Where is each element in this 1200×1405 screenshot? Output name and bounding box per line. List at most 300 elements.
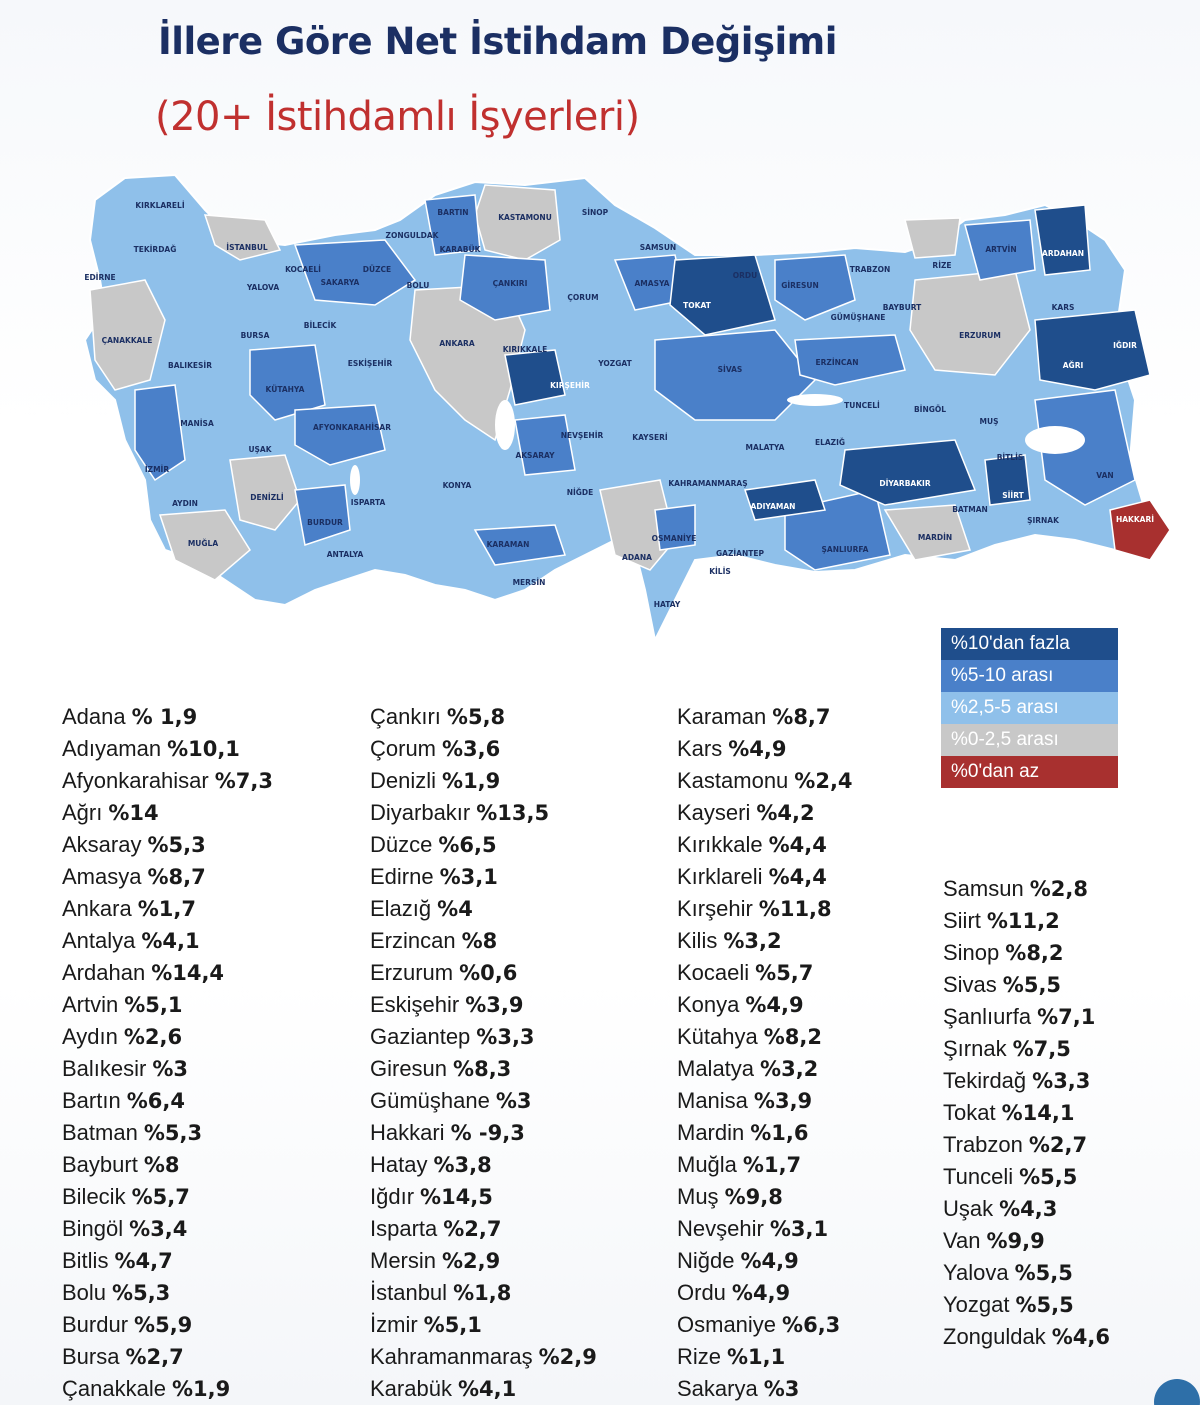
map-label: KIRŞEHİR — [550, 381, 590, 390]
province-name: Kars — [677, 736, 723, 761]
province-value: %4,9 — [740, 1249, 799, 1273]
province-row — [62, 829, 273, 861]
province-row — [62, 957, 273, 989]
region-kirsehir — [505, 350, 565, 405]
province-row — [370, 797, 597, 829]
province-row — [943, 1065, 1110, 1097]
map-label: BAYBURT — [882, 303, 922, 312]
province-value: %4,1 — [457, 1377, 517, 1401]
province-value: %9,9 — [986, 1229, 1045, 1253]
province-value: %4,1 — [141, 929, 200, 953]
province-name: Çanakkale — [62, 1376, 166, 1401]
province-row — [677, 989, 853, 1021]
province-name: Şırnak — [943, 1036, 1007, 1061]
map-label: IĞDIR — [1113, 341, 1137, 350]
province-value: %1,7 — [742, 1153, 802, 1177]
province-row — [62, 1053, 273, 1085]
province-row — [677, 1181, 853, 1213]
map-label: DİYARBAKIR — [879, 479, 931, 488]
province-value: %2,6 — [123, 1025, 183, 1049]
map-label: SİNOP — [581, 208, 609, 217]
province-name: Giresun — [370, 1056, 448, 1081]
province-row — [677, 797, 853, 829]
map-label: HATAY — [653, 600, 681, 609]
province-column-4 — [943, 873, 1110, 1353]
map-label: ERZURUM — [959, 331, 1001, 340]
map-label: GÜMÜŞHANE — [830, 313, 886, 322]
map-label: BALIKESİR — [168, 361, 212, 370]
province-row — [370, 733, 597, 765]
province-value: %3,2 — [723, 929, 782, 953]
province-value: %14,5 — [420, 1185, 493, 1209]
province-name: Aydın — [62, 1024, 118, 1049]
province-value: %1,8 — [453, 1281, 512, 1305]
province-row — [62, 1021, 273, 1053]
province-name: Diyarbakır — [370, 800, 471, 825]
province-name: Kırşehir — [677, 896, 753, 921]
province-row — [62, 1277, 273, 1309]
province-row — [677, 733, 853, 765]
map-label: ÇANAKKALE — [101, 336, 153, 345]
map-label: BARTIN — [437, 208, 469, 217]
province-name: Denizli — [370, 768, 437, 793]
province-row — [370, 765, 597, 797]
map-label: RİZE — [932, 261, 952, 270]
province-value: %8,3 — [453, 1057, 512, 1081]
province-row — [62, 797, 273, 829]
map-label: KAHRAMANMARAŞ — [668, 479, 748, 488]
province-value: %3,9 — [753, 1089, 813, 1113]
province-name: Muğla — [677, 1152, 737, 1177]
province-name: Samsun — [943, 876, 1024, 901]
province-value: %5,9 — [134, 1313, 193, 1337]
region-rize — [905, 218, 960, 258]
map-label: ANKARA — [439, 339, 475, 348]
map-label: ARDAHAN — [1042, 249, 1084, 258]
map-label: GAZİANTEP — [715, 549, 765, 558]
province-name: Zonguldak — [943, 1324, 1046, 1349]
province-value: %6,3 — [782, 1313, 841, 1337]
corner-decoration — [1154, 1379, 1200, 1405]
province-value: %4,4 — [768, 833, 827, 857]
map-label: MARDİN — [917, 533, 953, 542]
province-value: %3 — [495, 1089, 532, 1113]
turkey-map — [55, 160, 1185, 660]
map-label: ŞIRNAK — [1027, 516, 1059, 525]
province-row — [370, 1373, 597, 1405]
province-row — [677, 701, 853, 733]
province-name: Karabük — [370, 1376, 452, 1401]
map-label: İSTANBUL — [226, 243, 268, 252]
province-value: %3,2 — [760, 1057, 819, 1081]
page-title: İllere Göre Net İstihdam Değişimi — [158, 20, 837, 63]
page-subtitle: (20+ İstihdamlı İşyerleri) — [155, 94, 640, 140]
map-label: ZONGULDAK — [385, 231, 439, 240]
province-value: %3,1 — [439, 865, 498, 889]
province-row — [370, 1213, 597, 1245]
legend — [941, 628, 1118, 788]
province-name: Adıyaman — [62, 736, 162, 761]
province-row — [370, 1341, 597, 1373]
province-value: %7,1 — [1037, 1005, 1096, 1029]
province-name: Ardahan — [62, 960, 146, 985]
map-label: ÇORUM — [567, 293, 599, 302]
province-row — [62, 733, 273, 765]
map-label: KARABÜK — [439, 245, 481, 254]
province-value: %13,5 — [476, 801, 550, 825]
map-label: BİLECİK — [303, 321, 337, 330]
province-name: Çorum — [370, 736, 437, 761]
province-value: %4,9 — [728, 737, 787, 761]
province-name: Elazığ — [370, 896, 432, 921]
province-row — [370, 957, 597, 989]
province-value: %1,7 — [137, 897, 196, 921]
province-name: Siirt — [943, 908, 981, 933]
province-row — [370, 1277, 597, 1309]
province-row — [677, 1053, 853, 1085]
map-label: MALATYA — [745, 443, 785, 452]
province-value: %4,6 — [1051, 1325, 1110, 1349]
province-row — [62, 893, 273, 925]
province-value: %5,5 — [1002, 973, 1062, 997]
province-value: %11,2 — [986, 909, 1060, 933]
province-value: %1,9 — [442, 769, 501, 793]
province-row — [370, 701, 597, 733]
map-label: OSMANİYE — [651, 534, 697, 543]
map-label: KIRKLARELİ — [135, 201, 185, 210]
province-value: %5,1 — [124, 993, 183, 1017]
lake-keban — [787, 394, 843, 406]
province-value: %11,8 — [758, 897, 832, 921]
province-value: %5,3 — [147, 833, 206, 857]
province-row — [677, 893, 853, 925]
province-row — [677, 1245, 853, 1277]
province-row — [62, 1341, 273, 1373]
province-name: Tokat — [943, 1100, 996, 1125]
province-row — [370, 893, 597, 925]
map-label: KİLİS — [709, 567, 731, 576]
province-row — [943, 1193, 1110, 1225]
province-name: Kırklareli — [677, 864, 763, 889]
province-value: %3 — [763, 1377, 800, 1401]
province-row — [62, 1149, 273, 1181]
province-value: %4,2 — [756, 801, 815, 825]
map-label: TRABZON — [849, 265, 891, 274]
province-value: %8,2 — [1005, 941, 1064, 965]
province-value: %3,9 — [465, 993, 524, 1017]
province-value: %4,3 — [999, 1197, 1058, 1221]
legend-item: %2,5-5 arası — [941, 692, 1118, 724]
map-label: BURSA — [240, 331, 270, 340]
map-label: DENİZLİ — [250, 493, 284, 502]
province-column-1 — [62, 701, 273, 1405]
province-value: %3 — [152, 1057, 189, 1081]
province-value: % 1,9 — [131, 705, 198, 729]
province-row — [943, 1289, 1110, 1321]
map-label: KARS — [1051, 303, 1075, 312]
province-value: %5,1 — [423, 1313, 482, 1337]
province-row — [943, 969, 1110, 1001]
region-aksaray — [515, 415, 575, 475]
map-label: TOKAT — [683, 301, 711, 310]
province-row — [677, 829, 853, 861]
map-label: SİİRT — [1002, 491, 1024, 500]
province-value: %5,3 — [112, 1281, 171, 1305]
province-row — [943, 905, 1110, 937]
map-label: BİTLİS — [996, 453, 1024, 462]
province-row — [677, 1277, 853, 1309]
province-row — [370, 829, 597, 861]
map-label: KASTAMONU — [498, 213, 552, 222]
province-row — [62, 1373, 273, 1405]
province-name: Bitlis — [62, 1248, 109, 1273]
map-label: NİĞDE — [566, 488, 594, 497]
province-name: Konya — [677, 992, 740, 1017]
province-name: Yalova — [943, 1260, 1009, 1285]
province-row — [677, 1149, 853, 1181]
province-name: Karaman — [677, 704, 767, 729]
map-label: AFYONKARAHİSAR — [313, 423, 391, 432]
province-name: Mardin — [677, 1120, 745, 1145]
province-value: %9,8 — [724, 1185, 783, 1209]
province-row — [943, 1257, 1110, 1289]
province-row — [62, 861, 273, 893]
province-name: Malatya — [677, 1056, 755, 1081]
province-name: Van — [943, 1228, 981, 1253]
map-label: KIRIKKALE — [502, 345, 548, 354]
map-label: İZMİR — [144, 465, 170, 474]
province-row — [62, 701, 273, 733]
province-name: Osmaniye — [677, 1312, 777, 1337]
province-row — [370, 925, 597, 957]
province-row — [943, 1225, 1110, 1257]
province-value: %8,7 — [147, 865, 206, 889]
map-label: KOCAELİ — [285, 265, 321, 274]
province-name: Aksaray — [62, 832, 142, 857]
province-name: Ordu — [677, 1280, 726, 1305]
province-name: Bartın — [62, 1088, 121, 1113]
map-label: KÜTAHYA — [265, 385, 305, 394]
province-name: Çankırı — [370, 704, 441, 729]
map-label: SAKARYA — [320, 278, 360, 287]
map-label: AĞRI — [1062, 361, 1084, 370]
province-value: %3,3 — [476, 1025, 535, 1049]
province-value: %3,1 — [769, 1217, 829, 1241]
province-name: Antalya — [62, 928, 136, 953]
province-value: %6,5 — [438, 833, 497, 857]
map-label: MUĞLA — [187, 539, 219, 548]
province-name: İzmir — [370, 1312, 418, 1337]
province-name: Edirne — [370, 864, 434, 889]
map-label: TEKİRDAĞ — [133, 245, 177, 254]
province-value: %4 — [437, 897, 473, 921]
province-row — [370, 1117, 597, 1149]
province-row — [677, 765, 853, 797]
province-row — [62, 1213, 273, 1245]
province-value: %14,4 — [151, 961, 225, 985]
province-row — [62, 1309, 273, 1341]
province-value: %0,6 — [459, 961, 518, 985]
legend-item: %0'dan az — [941, 756, 1118, 788]
map-label: AYDIN — [172, 499, 198, 508]
province-name: Kütahya — [677, 1024, 758, 1049]
province-name: Bursa — [62, 1344, 120, 1369]
province-name: İstanbul — [370, 1280, 448, 1305]
province-value: %2,4 — [794, 769, 853, 793]
province-row — [943, 1321, 1110, 1353]
province-row — [677, 925, 853, 957]
province-name: Nevşehir — [677, 1216, 764, 1241]
lake-egirdir — [350, 465, 360, 495]
province-row — [943, 1001, 1110, 1033]
map-label: ELAZIĞ — [814, 438, 846, 447]
province-name: Niğde — [677, 1248, 735, 1273]
map-label: AKSARAY — [515, 451, 555, 460]
province-name: Kilis — [677, 928, 718, 953]
province-name: Bingöl — [62, 1216, 124, 1241]
province-name: Afyonkarahisar — [62, 768, 209, 793]
province-value: %2,9 — [538, 1345, 597, 1369]
province-name: Hatay — [370, 1152, 428, 1177]
province-row — [370, 1149, 597, 1181]
map-label: BATMAN — [952, 505, 988, 514]
province-value: %5,5 — [1019, 1165, 1078, 1189]
province-name: Erzincan — [370, 928, 456, 953]
province-value: %5,8 — [446, 705, 506, 729]
map-label: DÜZCE — [362, 265, 392, 274]
province-name: Amasya — [62, 864, 142, 889]
province-name: Şanlıurfa — [943, 1004, 1032, 1029]
province-row — [943, 1097, 1110, 1129]
province-value: %2,8 — [1029, 877, 1088, 901]
province-value: %4,9 — [731, 1281, 791, 1305]
legend-item: %0-2,5 arası — [941, 724, 1118, 756]
province-row — [370, 861, 597, 893]
province-row — [62, 989, 273, 1021]
map-label: ADANA — [622, 553, 652, 562]
province-value: %1,6 — [750, 1121, 809, 1145]
province-value: %5,5 — [1015, 1293, 1074, 1317]
province-value: %5,7 — [755, 961, 814, 985]
map-label: YOZGAT — [598, 359, 632, 368]
province-value: %3,4 — [129, 1217, 188, 1241]
province-row — [370, 1245, 597, 1277]
province-name: Kırıkkale — [677, 832, 763, 857]
map-label: EDİRNE — [84, 273, 116, 282]
province-name: Ağrı — [62, 800, 103, 825]
map-label: AMASYA — [634, 279, 670, 288]
province-column-2 — [370, 701, 597, 1405]
province-value: %7,3 — [214, 769, 273, 793]
province-name: Sakarya — [677, 1376, 758, 1401]
province-row — [677, 1373, 853, 1405]
province-column-3 — [677, 701, 853, 1405]
map-label: ORDU — [732, 271, 758, 280]
province-row — [943, 1129, 1110, 1161]
region-hakkari — [1110, 500, 1170, 560]
province-value: %4,4 — [768, 865, 827, 889]
map-label: ADIYAMAN — [750, 502, 796, 511]
province-name: Kayseri — [677, 800, 751, 825]
province-value: %5,5 — [1014, 1261, 1073, 1285]
province-row — [62, 1117, 273, 1149]
province-value: %2,7 — [125, 1345, 184, 1369]
map-label: MANİSA — [180, 419, 214, 428]
map-label: KONYA — [442, 481, 472, 490]
province-name: Yozgat — [943, 1292, 1010, 1317]
province-row — [677, 1341, 853, 1373]
turkey-map-svg — [55, 160, 1185, 660]
province-value: %4,9 — [745, 993, 804, 1017]
map-label: ARTVİN — [985, 245, 1017, 254]
province-value: %8 — [143, 1153, 180, 1177]
province-name: Artvin — [62, 992, 119, 1017]
map-label: BİNGÖL — [913, 405, 947, 414]
province-name: Tunceli — [943, 1164, 1014, 1189]
province-value: %3,3 — [1032, 1069, 1091, 1093]
province-name: Erzurum — [370, 960, 454, 985]
legend-item: %5-10 arası — [941, 660, 1118, 692]
province-value: %8,2 — [763, 1025, 822, 1049]
province-name: Adana — [62, 704, 126, 729]
province-name: Rize — [677, 1344, 722, 1369]
province-name: Batman — [62, 1120, 138, 1145]
province-name: Manisa — [677, 1088, 748, 1113]
province-row — [62, 1181, 273, 1213]
province-row — [62, 925, 273, 957]
province-row — [62, 1245, 273, 1277]
province-row — [677, 1117, 853, 1149]
province-row — [943, 1161, 1110, 1193]
map-label: NEVŞEHİR — [560, 431, 604, 440]
province-row — [677, 1085, 853, 1117]
map-label: KARAMAN — [486, 540, 530, 549]
province-name: Isparta — [370, 1216, 438, 1241]
province-name: Sinop — [943, 940, 1000, 965]
province-row — [370, 1309, 597, 1341]
map-label: MERSİN — [512, 578, 546, 587]
province-name: Kahramanmaraş — [370, 1344, 533, 1369]
province-name: Burdur — [62, 1312, 129, 1337]
map-label: KAYSERİ — [632, 433, 668, 442]
province-name: Düzce — [370, 832, 433, 857]
province-value: %3,8 — [433, 1153, 492, 1177]
province-name: Mersin — [370, 1248, 437, 1273]
province-row — [943, 937, 1110, 969]
map-label: TUNCELİ — [844, 401, 880, 410]
region-ardahan — [1035, 205, 1090, 275]
region-igdir-agri — [1035, 310, 1150, 390]
province-name: Tekirdağ — [943, 1068, 1027, 1093]
province-name: Bilecik — [62, 1184, 126, 1209]
map-label: ÇANKIRI — [492, 279, 528, 288]
province-name: Balıkesir — [62, 1056, 147, 1081]
province-name: Kocaeli — [677, 960, 750, 985]
province-name: Muş — [677, 1184, 719, 1209]
province-row — [677, 1021, 853, 1053]
province-value: %1,1 — [727, 1345, 786, 1369]
map-label: ANTALYA — [326, 550, 364, 559]
map-label: MUŞ — [979, 417, 999, 426]
map-label: YALOVA — [246, 283, 280, 292]
province-value: %3,6 — [442, 737, 501, 761]
map-label: SİVAS — [717, 365, 743, 374]
legend-item: %10'dan fazla — [941, 628, 1118, 660]
province-row — [62, 1085, 273, 1117]
region-osmaniye — [655, 505, 695, 550]
province-name: Kastamonu — [677, 768, 789, 793]
province-value: %14,1 — [1001, 1101, 1075, 1125]
